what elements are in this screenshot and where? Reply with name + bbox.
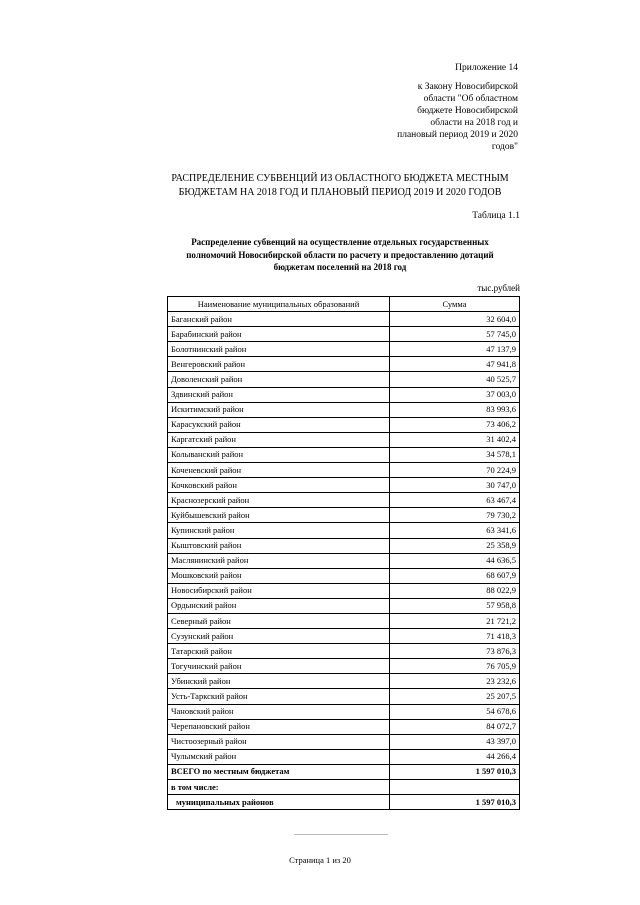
district-name: Сузунский район bbox=[168, 629, 390, 644]
table-title-line: полномочий Новосибирской области по расчету и предоставлению дотаций bbox=[186, 249, 494, 260]
table-row bbox=[168, 387, 520, 402]
district-name: Каргатский район bbox=[168, 432, 390, 447]
table-row bbox=[168, 417, 520, 432]
table-row bbox=[168, 447, 520, 462]
district-sum: 54 678,6 bbox=[390, 704, 520, 719]
table-row bbox=[168, 674, 520, 689]
table-row bbox=[168, 689, 520, 704]
including-value bbox=[390, 780, 520, 795]
district-sum: 30 747,0 bbox=[390, 478, 520, 493]
district-name: Мошковский район bbox=[168, 568, 390, 583]
appendix-line: годов" bbox=[491, 142, 518, 152]
district-sum: 34 578,1 bbox=[390, 447, 520, 462]
district-sum: 44 636,5 bbox=[390, 553, 520, 568]
table-row bbox=[168, 478, 520, 493]
table-row bbox=[168, 342, 520, 357]
district-sum: 25 358,9 bbox=[390, 538, 520, 553]
district-sum: 25 207,5 bbox=[390, 689, 520, 704]
district-name: Чановский район bbox=[168, 704, 390, 719]
document-title-line: БЮДЖЕТАМ НА 2018 ГОД И ПЛАНОВЫЙ ПЕРИОД 2019 И 2020 ГОДОВ bbox=[178, 187, 502, 198]
district-sum: 63 467,4 bbox=[390, 493, 520, 508]
district-name: Усть-Таркский район bbox=[168, 689, 390, 704]
table-row bbox=[168, 553, 520, 568]
district-name: Карасукский район bbox=[168, 417, 390, 432]
district-sum: 57 958,8 bbox=[390, 598, 520, 613]
district-name: Болотнинский район bbox=[168, 342, 390, 357]
table-row bbox=[168, 659, 520, 674]
district-sum: 63 341,6 bbox=[390, 523, 520, 538]
table-row bbox=[168, 749, 520, 764]
appendix-line: области на 2018 год и bbox=[430, 118, 518, 128]
table-row bbox=[168, 402, 520, 417]
table-row bbox=[168, 704, 520, 719]
district-name: Убинский район bbox=[168, 674, 390, 689]
table-row bbox=[168, 312, 520, 327]
district-sum: 84 072,7 bbox=[390, 719, 520, 734]
district-sum: 88 022,9 bbox=[390, 583, 520, 598]
table-row bbox=[168, 598, 520, 613]
document-title bbox=[100, 172, 580, 200]
district-name: Татарский район bbox=[168, 644, 390, 659]
table-row bbox=[168, 568, 520, 583]
total-row bbox=[168, 764, 520, 779]
district-name: Ордынский район bbox=[168, 598, 390, 613]
district-sum: 70 224,9 bbox=[390, 463, 520, 478]
district-sum: 32 604,0 bbox=[390, 312, 520, 327]
column-header-sum: Сумма bbox=[390, 297, 520, 312]
appendix-title: Приложение 14 bbox=[455, 63, 518, 73]
district-name: Черепановский район bbox=[168, 719, 390, 734]
table-title-line: Распределение субвенций на осуществление отдельных государственных bbox=[191, 237, 489, 247]
including-row bbox=[168, 780, 520, 795]
district-name: Северный район bbox=[168, 613, 390, 628]
table-number: Таблица 1.1 bbox=[472, 211, 520, 221]
district-sum: 73 406,2 bbox=[390, 417, 520, 432]
district-sum: 40 525,7 bbox=[390, 372, 520, 387]
district-name: Искитимский район bbox=[168, 402, 390, 417]
table-row bbox=[168, 327, 520, 342]
subventions-table bbox=[167, 296, 520, 810]
district-name: Новосибирский район bbox=[168, 583, 390, 598]
district-name: Краснозерский район bbox=[168, 493, 390, 508]
district-sum: 31 402,4 bbox=[390, 432, 520, 447]
district-name: Маслянинский район bbox=[168, 553, 390, 568]
district-name: Чистоозерный район bbox=[168, 734, 390, 749]
appendix-line: области "Об областном bbox=[423, 94, 518, 104]
page-footer: Страница 1 из 20 bbox=[289, 855, 351, 865]
district-sum: 73 876,3 bbox=[390, 644, 520, 659]
district-sum: 47 137,9 bbox=[390, 342, 520, 357]
appendix-line: к Закону Новосибирской bbox=[417, 82, 518, 92]
table-row bbox=[168, 432, 520, 447]
district-sum: 57 745,0 bbox=[390, 327, 520, 342]
district-name: Здвинский район bbox=[168, 387, 390, 402]
district-name: Коченевский район bbox=[168, 463, 390, 478]
table-row bbox=[168, 719, 520, 734]
document-title-line: РАСПРЕДЕЛЕНИЕ СУБВЕНЦИЙ ИЗ ОБЛАСТНОГО БЮДЖЕТА МЕСТНЫМ bbox=[171, 173, 509, 184]
table-row bbox=[168, 644, 520, 659]
district-sum: 83 993,6 bbox=[390, 402, 520, 417]
table-title-line: бюджетам поселений на 2018 год bbox=[273, 262, 407, 272]
footer-divider bbox=[294, 834, 388, 835]
district-sum: 79 730,2 bbox=[390, 508, 520, 523]
district-sum: 43 397,0 bbox=[390, 734, 520, 749]
table-row bbox=[168, 357, 520, 372]
district-name: Барабинский район bbox=[168, 327, 390, 342]
appendix-line: плановый период 2019 и 2020 bbox=[397, 130, 518, 140]
district-name: Венгеровский район bbox=[168, 357, 390, 372]
table-header-row bbox=[168, 297, 520, 312]
table-row bbox=[168, 493, 520, 508]
column-header-name: Наименование муниципальных образований bbox=[168, 297, 390, 312]
table-row bbox=[168, 463, 520, 478]
district-sum: 21 721,2 bbox=[390, 613, 520, 628]
including-label: в том числе: bbox=[168, 780, 390, 795]
district-name: Тогучинский район bbox=[168, 659, 390, 674]
district-sum: 71 418,3 bbox=[390, 629, 520, 644]
table-row bbox=[168, 583, 520, 598]
table-row bbox=[168, 613, 520, 628]
total-value: 1 597 010,3 bbox=[390, 764, 520, 779]
district-name: Кочковский район bbox=[168, 478, 390, 493]
table-row bbox=[168, 508, 520, 523]
districts-total-value: 1 597 010,3 bbox=[390, 795, 520, 810]
districts-total-row bbox=[168, 795, 520, 810]
district-sum: 23 232,6 bbox=[390, 674, 520, 689]
table-title bbox=[165, 236, 515, 274]
total-label: ВСЕГО по местным бюджетам bbox=[168, 764, 390, 779]
district-name: Колыванский район bbox=[168, 447, 390, 462]
district-name: Купинский район bbox=[168, 523, 390, 538]
table-row bbox=[168, 734, 520, 749]
table-row bbox=[168, 523, 520, 538]
table-row bbox=[168, 372, 520, 387]
table-row bbox=[168, 538, 520, 553]
district-name: Доволенский район bbox=[168, 372, 390, 387]
district-sum: 37 003,0 bbox=[390, 387, 520, 402]
table-row bbox=[168, 629, 520, 644]
district-name: Куйбышевский район bbox=[168, 508, 390, 523]
units-label: тыс.рублей bbox=[477, 283, 520, 293]
district-sum: 47 941,8 bbox=[390, 357, 520, 372]
district-sum: 76 705,9 bbox=[390, 659, 520, 674]
appendix-header bbox=[358, 62, 518, 153]
district-name: Чулымский район bbox=[168, 749, 390, 764]
district-sum: 44 266,4 bbox=[390, 749, 520, 764]
district-name: Кыштовский район bbox=[168, 538, 390, 553]
district-name: Баганский район bbox=[168, 312, 390, 327]
districts-total-label: муниципальных районов bbox=[168, 795, 390, 810]
district-sum: 68 607,9 bbox=[390, 568, 520, 583]
appendix-line: бюджете Новосибирской bbox=[417, 106, 518, 116]
table-body bbox=[168, 312, 520, 765]
